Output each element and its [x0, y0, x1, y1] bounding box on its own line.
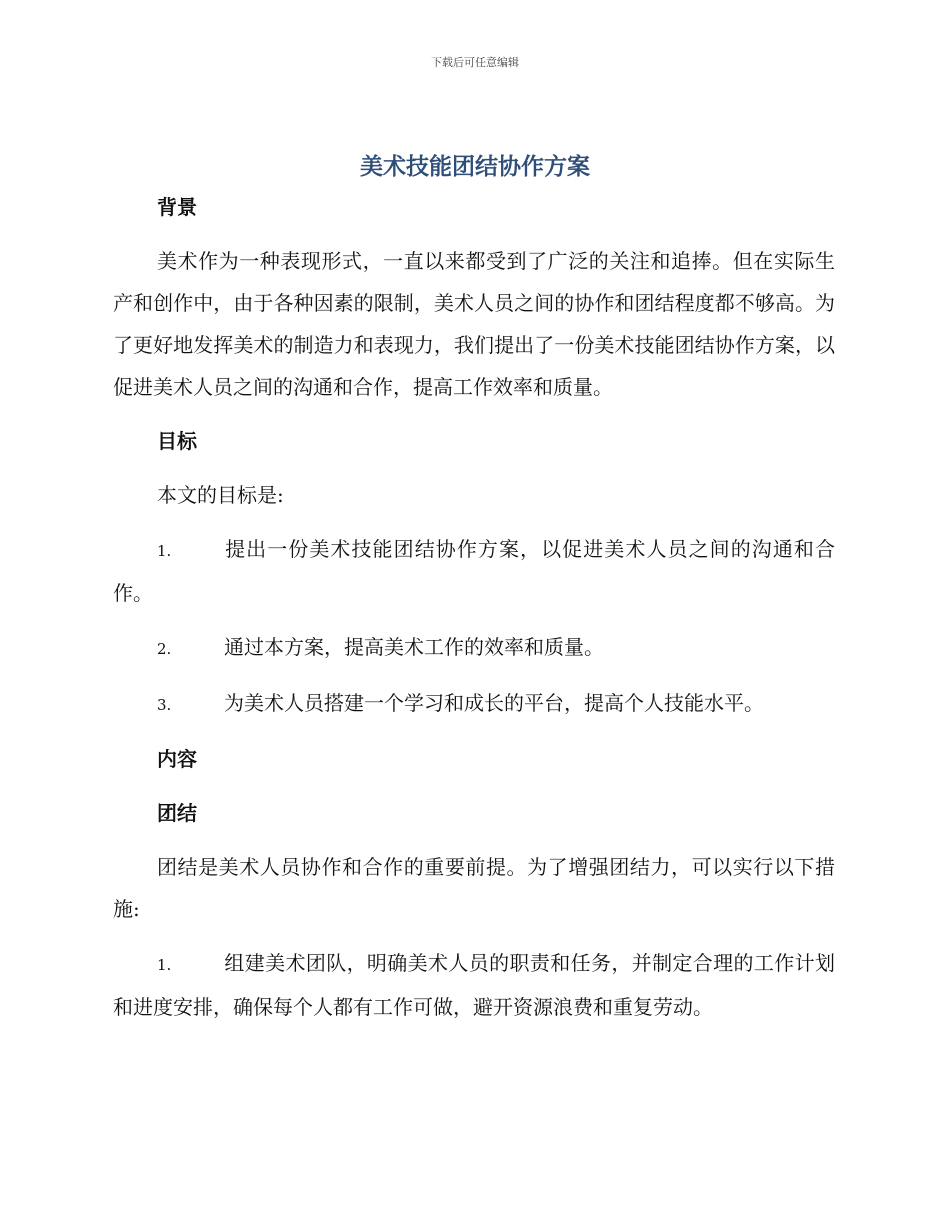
- list-item: [113, 626, 835, 670]
- section-heading-goals: 目标: [157, 429, 197, 453]
- list-number: 2.: [157, 640, 172, 658]
- list-text: 提出一份美术技能团结协作方案，以促进美术人员之间的沟通和合作。: [113, 537, 835, 605]
- document-title: 美术技能团结协作方案: [360, 154, 590, 180]
- list-item: [113, 682, 835, 726]
- document-body: [113, 186, 835, 1040]
- list-item: [113, 942, 835, 1028]
- list-item: [113, 528, 835, 614]
- section-heading-background: 背景: [157, 195, 197, 219]
- list-number: 1.: [157, 956, 172, 974]
- list-text: 组建美术团队，明确美术人员的职责和任务，并制定合理的工作计划和进度安排，确保每个人都有工作可做，避开资源浪费和重复劳动。: [113, 951, 835, 1019]
- list-number: 3.: [157, 696, 172, 714]
- goals-intro: 本文的目标是:: [157, 483, 284, 507]
- list-text: 通过本方案，提高美术工作的效率和质量。: [224, 635, 604, 659]
- section-heading-content: 内容: [157, 747, 197, 771]
- header-note: 下载后可任意编辑: [431, 56, 519, 69]
- list-number: 1.: [157, 542, 172, 560]
- background-paragraph: 美术作为一种表现形式，一直以来都受到了广泛的关注和追捧。但在实际生产和创作中，由于各种因素的限制，美术人员之间的协作和团结程度都不够高。为了更好地发挥美术的制造力和表现力，我们提出了一份美术技能团结协作方案，以促进美术人员之间的沟通和合作，提高工作效率和质量。: [113, 249, 835, 399]
- unity-intro: 团结是美术人员协作和合作的重要前提。为了增强团结力，可以实行以下措施:: [113, 855, 835, 921]
- list-text: 为美术人员搭建一个学习和成长的平台，提高个人技能水平。: [224, 691, 764, 715]
- section-heading-unity: 团结: [157, 801, 197, 825]
